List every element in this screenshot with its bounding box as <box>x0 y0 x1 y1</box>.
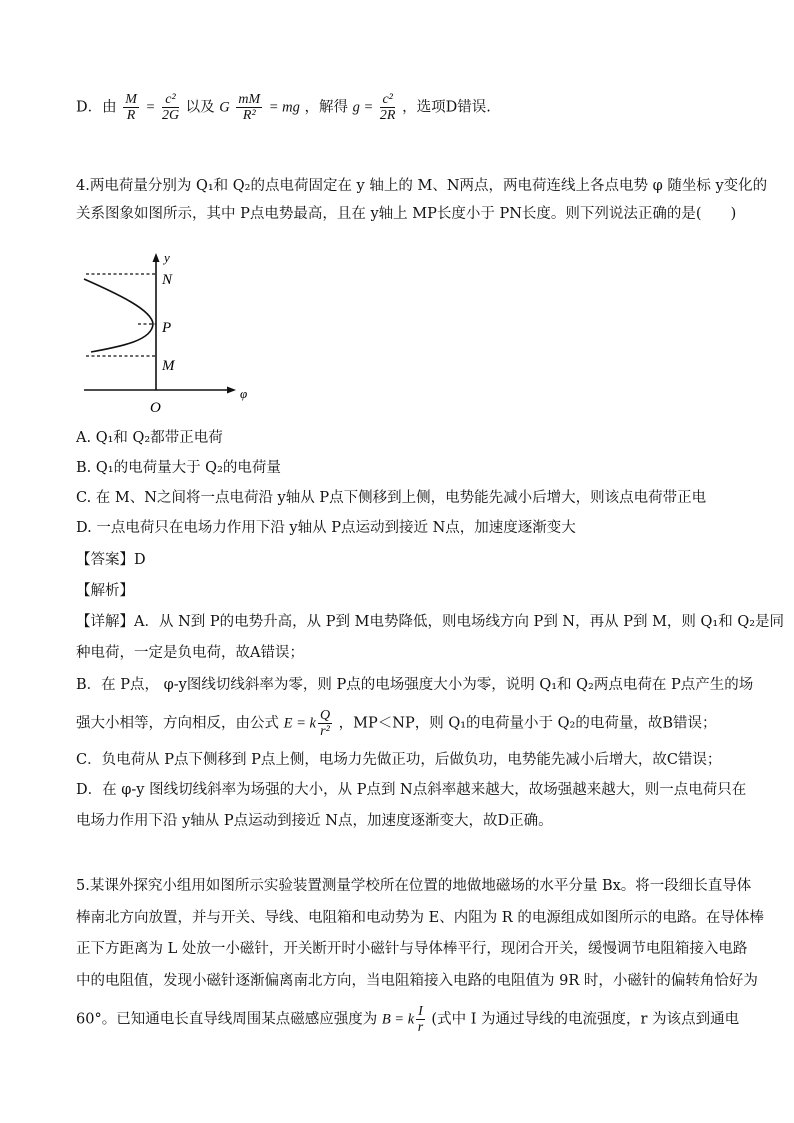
q5-line-1: 5.某课外探究小组用如图所示实验装置测量学校所在位置的地做地磁场的水平分量 Bx。将一段细长直导体 <box>76 878 752 894</box>
phi-axis-arrow <box>227 387 236 394</box>
formula-e-lhs: E = k <box>283 715 316 732</box>
q4-option-a: A. Q₁和 Q₂都带正电荷 <box>76 430 223 446</box>
fraction-c2-over-2g: $\frac{\text{c²}}{2G}$ <box>161 92 180 123</box>
q4-detail-line-4-tail: ，MP＜NP，则 Q₁的电荷量小于 Q₂的电荷量，故B错误； <box>338 715 717 732</box>
q4-detail-line-5: C．负电荷从 P点下侧移到 P点上侧，电场力先做正功，后做负功，电势能先减小后增大，故C错误； <box>76 752 722 768</box>
y-axis-label: y <box>164 250 170 265</box>
q4-analysis-label: 【解析】 <box>76 583 134 599</box>
q5-line-2: 棒南北方向放置，并与开关、导线、电阻箱和电动势为 E、内阻为 R 的电源组成如图所示的电路。在导体棒 <box>76 910 764 926</box>
q4-detail-line-6: D．在 φ-y 图线切线斜率为场强的大小，从 P点到 N点斜率越来越大，故场强越来越大，则一点电荷只在 <box>76 782 747 798</box>
fraction-mm-over-r2: $\frac{mM}{\text{R²}}$ <box>238 92 261 123</box>
q4-detail-line-1: 【详解】A．从 N到 P的电势升高，从 P到 M电势降低，则电场线方向 P到 N，再从 P到 M，则 Q₁和 Q₂是同 <box>76 614 785 630</box>
q4-stem-line-1: 4.两电荷量分别为 Q₁和 Q₂的点电荷固定在 y 轴上的 M、N两点，两电荷连线上各点电势 φ 随坐标 y变化的 <box>76 178 768 194</box>
q5-line-3: 正下方距离为 L 处放一小磁针，开关断开时小磁针与导体棒平行，现闭合开关，缓慢调节电阻箱接入电路 <box>76 941 748 957</box>
prev-option-d-label: D．由 <box>76 99 117 116</box>
q5-line-4: 中的电阻值，发现小磁针逐渐偏离南北方向，当电阻箱接入电路的电阻值为 9R 时，小磁针的偏转角恰好为 <box>76 973 758 989</box>
y-axis-arrow <box>153 253 160 262</box>
q4-answer: 【答案】D <box>76 552 146 568</box>
phi-axis-label: φ <box>240 386 248 401</box>
q4-detail-line-2: 种电荷，一定是负电荷，故A错误； <box>76 645 304 661</box>
origin-label: O <box>150 400 161 416</box>
q5-line-5 <box>76 1004 739 1035</box>
prev-option-d: D．由 $\frac{M}{R}$ = $\frac{\text{c²}}{2G}$ 以及 G $\frac{mM}{\text{R²}}$ = mg ，解得 g = $\frac{\text{c²}}{2R}$ ，选项D错误. <box>76 92 491 123</box>
q4-detail-line-7: 电场力作用下沿 y轴从 P点运动到接近 N点，加速度逐渐变大，故D正确。 <box>76 813 553 829</box>
fraction-i-over-r: $\frac{I}{r}$ <box>417 1004 424 1035</box>
q4-option-b: B. Q₁的电荷量大于 Q₂的电荷量 <box>76 460 281 476</box>
q4-detail-line-4-text: 强大小相等，方向相反，由公式 <box>76 715 279 732</box>
q4-option-c: C. 在 M、N之间将一点电荷沿 y轴从 P点下侧移到上侧，电势能先减小后增大，则该点电荷带正电 <box>76 490 707 506</box>
phi-curve <box>84 279 153 352</box>
fraction-c2-over-2r: $\frac{\text{c²}}{2R}$ <box>379 92 396 123</box>
q4-detail-line-4 <box>76 708 717 739</box>
label-m: M <box>162 358 175 374</box>
q4-stem-line-2: 关系图象如图所示，其中 P点电势最高，且在 y轴上 MP长度小于 PN长度。则下列说法正确的是( ) <box>76 206 737 222</box>
q5-line-5-tail: (式中 I 为通过导线的电流强度，r 为该点到通电 <box>431 1011 740 1028</box>
q4-option-d: D. 一点电荷只在电场力作用下沿 y轴从 P点运动到接近 N点，加速度逐渐变大 <box>76 520 576 536</box>
formula-b-lhs: B = k <box>381 1011 415 1028</box>
phi-y-graph <box>78 250 258 420</box>
q4-detail-line-3: B．在 P点， φ-y图线切线斜率为零，则 P点的电场强度大小为零，说明 Q₁和 Q₂两点电荷在 P点产生的场 <box>76 677 754 693</box>
fraction-q-over-r2: $\frac{Q}{\text{r²}}$ <box>319 708 331 739</box>
label-p: P <box>162 320 172 336</box>
fraction-m-over-r: $\frac{M}{R}$ <box>125 92 137 123</box>
q5-line-5-text: 60°。已知通电长直导线周围某点磁感应强度为 <box>76 1011 378 1028</box>
label-n: N <box>162 272 173 288</box>
